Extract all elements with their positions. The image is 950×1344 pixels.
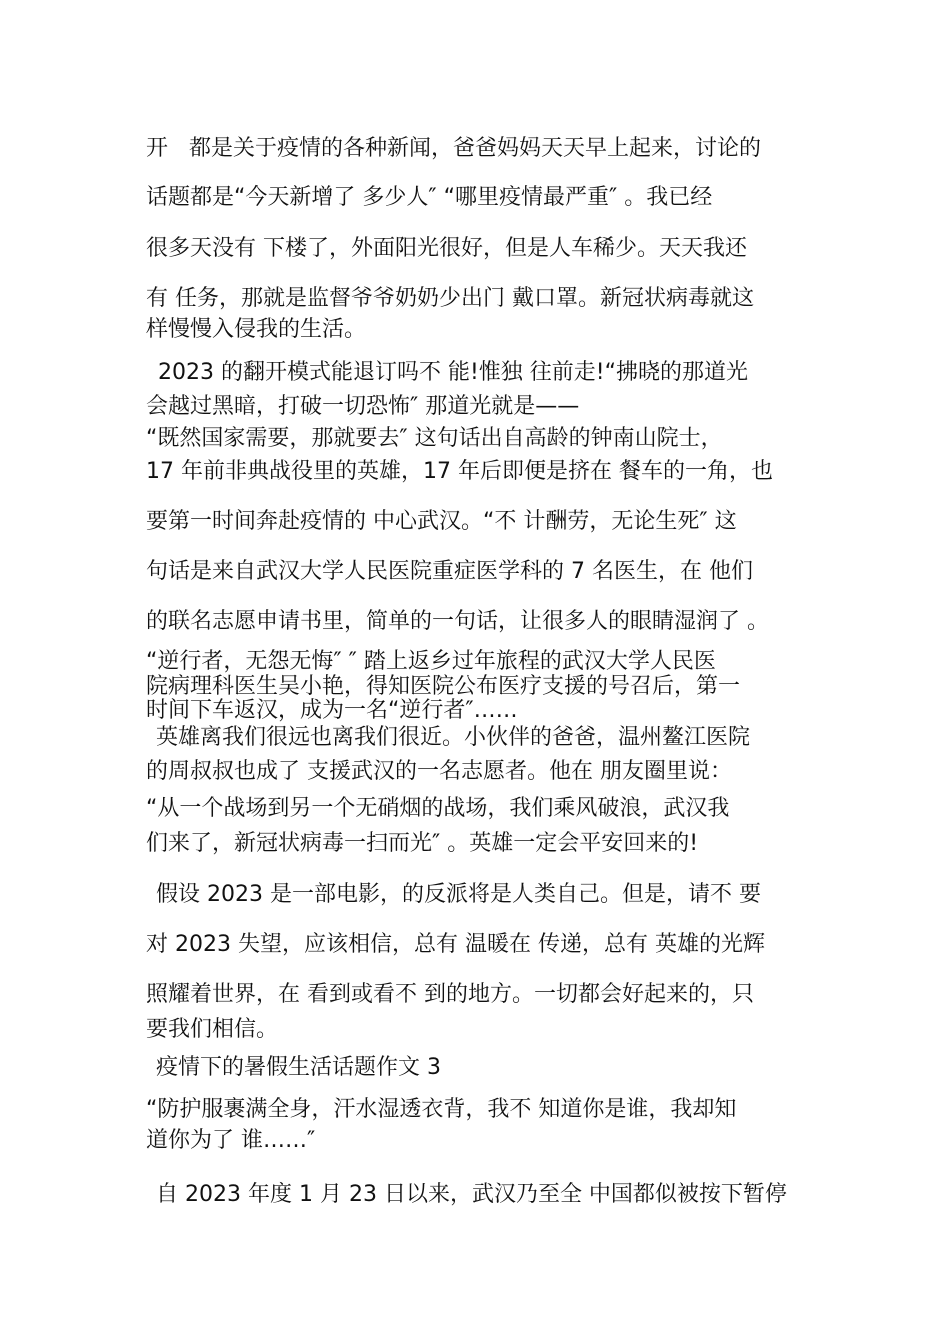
text-line: 很多天没有 下楼了，外面阳光很好，但是人车稀少。天天我还 [146, 236, 747, 261]
text-line: 有 任务，那就是监督爷爷奶奶少出门 戴口罩。新冠状病毒就这 [146, 286, 754, 311]
text-line: “既然国家需要，那就要去″ 这句话出自高龄的钟南山院士， [146, 426, 723, 451]
text-line: 话题都是“今天新增了 多少人″ “哪里疫情最严重″ 。我已经 [146, 185, 713, 210]
text-line: “从一个战场到另一个无硝烟的战场，我们乘风破浪，武汉我 [146, 796, 730, 821]
text-line: 句话是来自武汉大学人民医院重症医学科的 7 名医生，在 他们 [146, 559, 753, 584]
text-line: 对 2023 失望，应该相信，总有 温暖在 传递，总有 英雄的光辉 [146, 932, 765, 957]
text-line: 的联名志愿申请书里，简单的一句话，让很多人的眼睛湿润了 。 [146, 609, 769, 634]
text-line: 自 2023 年度 1 月 23 日以来，武汉乃至全 中国都似被按下暂停 [156, 1182, 787, 1207]
text-line: 要我们相信。 [146, 1017, 279, 1042]
text-line: 英雄离我们很远也离我们很近。小伙伴的爸爸，温州鳌江医院 [156, 725, 751, 750]
text-line: “防护服裹满全身，汗水湿透衣背，我不 知道你是谁，我却知 [146, 1097, 737, 1122]
text-line: 道你为了 谁……″ [146, 1128, 316, 1153]
text-line: 17 年前非典战役里的英雄，17 年后即便是挤在 餐车的一角，也 [146, 459, 773, 484]
text-line: 样慢慢入侵我的生活。 [146, 317, 367, 342]
text-line: 时间下车返汉，成为一名“逆行者″…… [146, 698, 518, 723]
text-line: 的周叔叔也成了 支援武汉的一名志愿者。他在 朋友圈里说： [146, 759, 732, 784]
text-line: 院病理科医生吴小艳，得知医院公布医疗支援的号召后，第一 [146, 674, 741, 699]
text-line: 疫情下的暑假生活话题作文 3 [156, 1055, 441, 1080]
text-line: 2023 的翻开模式能退订吗不 能!惟独 往前走!“拂晓的那道光 [158, 360, 749, 385]
text-line: 要第一时间奔赴疫情的 中心武汉。“不 计酬劳，无论生死″ 这 [146, 509, 737, 534]
text-line: 会越过黑暗，打破一切恐怖″ 那道光就是—— [146, 394, 580, 419]
text-line: “逆行者，无怨无悔″ ″ 踏上返乡过年旅程的武汉大学人民医 [146, 649, 716, 674]
text-line: 假设 2023 是一部电影，的反派将是人类自己。但是，请不 要 [156, 882, 761, 907]
text-line: 开 都是关于疫情的各种新闻，爸爸妈妈天天早上起来，讨论的 [146, 136, 761, 161]
text-line: 们来了，新冠状病毒一扫而光″ 。英雄一定会平安回来的! [146, 831, 699, 856]
text-line: 照耀着世界，在 看到或看不 到的地方。一切都会好起来的，只 [146, 982, 754, 1007]
